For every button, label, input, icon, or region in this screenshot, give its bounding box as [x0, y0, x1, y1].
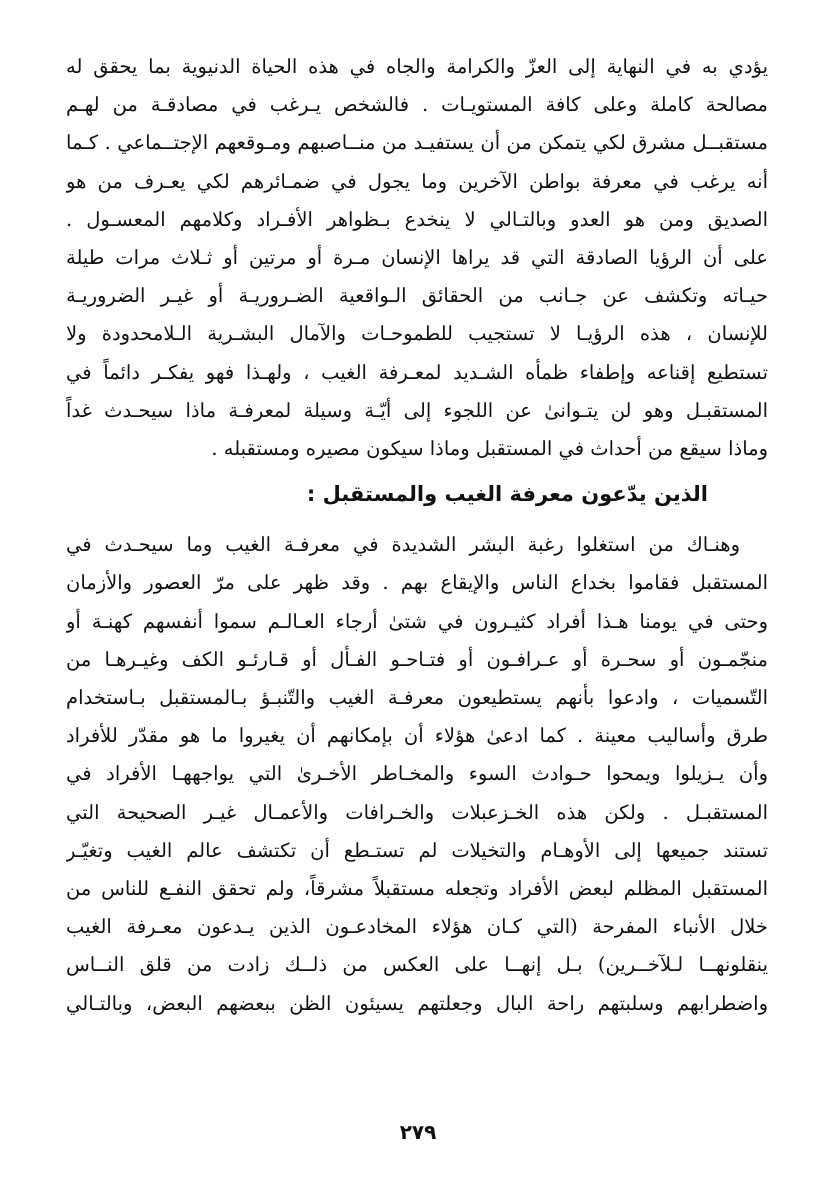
text-line: طرق وأساليب معينة . كما ادعىٰ هؤلاء أن بإمكانهم أن يغيروا ما هو مقدّر للأفراد — [66, 724, 768, 748]
section-heading: الذين يدّعون معرفة الغيب والمستقبل : — [306, 482, 708, 507]
page-number: ٢٧٩ — [399, 1120, 437, 1144]
text-line: على أن الرؤيا الصادقة التي قد يراها الإنسان مـرة أو مرتين أو ثـلاث مرات طيلة — [66, 246, 768, 270]
text-line: أنه يرغب في معرفة بواطن الآخرين وما يجول في ضمـائرهم لكي يعـرف من هو — [66, 169, 768, 193]
paragraph-2 — [66, 526, 768, 1023]
text-line: منجّمـون أو سحـرة أو عـرافـون أو فتـاحـو الفـأل أو قـارئـو الكف وغيـرهـا من — [66, 647, 768, 671]
text-line: وماذا سيقع من أحداث في المستقبل وماذا سيكون مصيره ومستقبله . — [211, 437, 768, 461]
text-line: الصديق ومن هو العدو وبالتـالي لا ينخدع بـظواهر الأفـراد وكلامهم المعسـول . — [66, 207, 768, 231]
text-line: تستند جميعها إلى الأوهـام والتخيلات لم تستـطع أن تكتشف عالم الغيب وتغيّـر — [66, 838, 768, 862]
paragraph-1 — [66, 48, 768, 468]
text-line: المستقبـل وهو لن يتـوانىٰ عن اللجوء إلى أيّـة وسيلة لمعرفـة ماذا سيحـدث غداً — [66, 398, 768, 422]
text-line: يؤدي به في النهاية إلى العزّ والكرامة والجاه في هذه الحياة الدنيوية بما يحقق له — [66, 55, 768, 78]
text-line: واضطرابهم وسلبتهم راحة البال وجعلتهم يسيئون الظن ببعضهم البعض، وبالتـالي — [66, 991, 768, 1015]
text-line: مستقبــل مشرق لكي يتمكن من أن يستفيـد من منــاصبهم ومـوقعهم الإجتــماعي . كـما — [66, 131, 768, 155]
text-line: وأن يـزيلوا ويمحوا حـوادث السوء والمخـاطر الأخـرىٰ التي يواجههـا الأفراد في — [66, 762, 768, 786]
text-line: تستطيع إقناعه وإطفاء ظمأه الشـديد لمعـرفة الغيب ، ولهـذا فهو يفكـر دائماً في — [66, 360, 768, 384]
text-line: المستقبل فقاموا بخداع الناس والإيقاع بهم . وقد ظهر على مرّ العصور والأزمان — [66, 571, 768, 595]
page-body — [66, 48, 768, 1023]
text-line: وحتى في يومنا هـذا أفراد كثيـرون في شتىٰ أرجاء العـالـم سموا أنفسهم كهنـة أو — [66, 609, 768, 633]
text-line: التّسميات ، وادعوا بأنهم يستطيعون معرفـة الغيب والتّنبـؤ بـالمستقبل بـاستخدام — [66, 686, 768, 710]
text-line: المستقبـل . ولكن هذه الخـزعبلات والخـرافات والأعمـال غيـر الصحيحة التي — [66, 800, 768, 824]
text-line: ينقلونهــا لـلآخــرين) بـل إنهــا على العكس من ذلــك زادت من قلق النــاس — [66, 953, 768, 977]
text-line: وهنـاك من استغلوا رغبة البشر الشديدة في معرفـة الغيب وما سيحـدث في — [66, 533, 740, 557]
text-line: مصالحة كاملة وعلى كافة المستويـات . فالشخص يـرغب في مصادقـة من لهـم — [66, 93, 768, 117]
text-line: للإنسان ، هذه الرؤيـا لا تستجيب للطموحـات والآمال البشـرية الـلامحدودة ولا — [66, 322, 768, 346]
text-line: حيـاته وتكشف عن جـانب من الحقائق الـواقعية الضـروريـة أو غيـر الضروريـة — [66, 284, 768, 308]
text-line: خلال الأنباء المفرحة (التي كـان هؤلاء المخادعـون الذين يـدعون معـرفة الغيب — [66, 915, 768, 939]
text-line: المستقبل المظلم لبعض الأفراد وتجعله مستقبلاً مشرقاً، ولم تحقق النفـع للناس من — [66, 877, 768, 901]
